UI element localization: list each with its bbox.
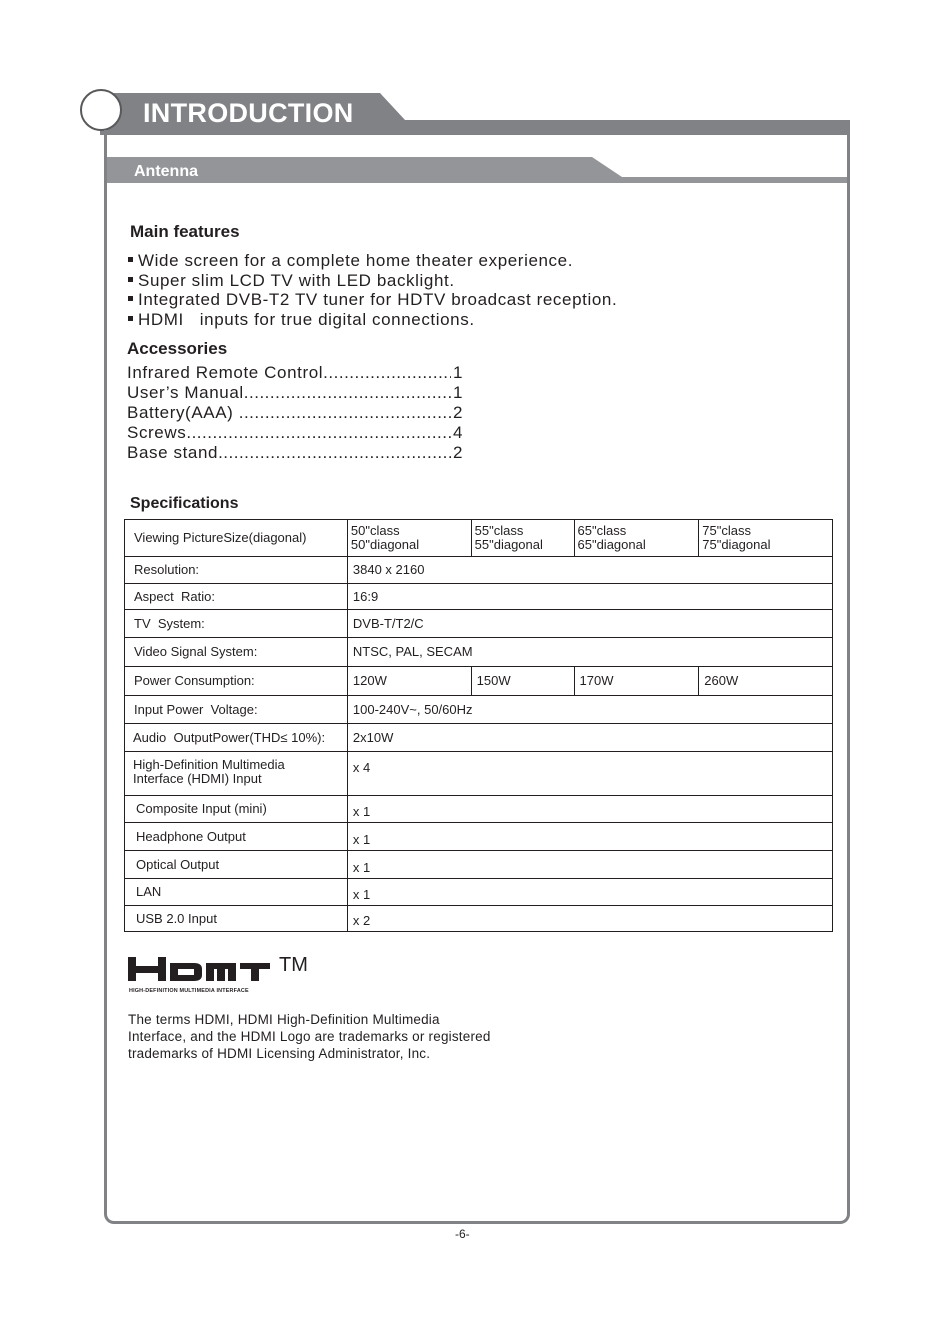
spec-value: x 1 [347,796,832,823]
spec-value: 260W [699,667,833,696]
feature-item [128,251,573,271]
spec-label: Resolution: [125,557,348,584]
table-row [125,520,833,557]
spec-label [125,752,348,796]
legal-line: The terms HDMI, HDMI High-Definition Multimedia [128,1012,440,1027]
hdmi-label-line: Interface (HDMI) Input [133,771,262,786]
feature-item [128,290,617,310]
size-diagonal: 55"diagonal [474,537,543,552]
legal-line: trademarks of HDMI Licensing Administrator, Inc. [128,1046,431,1061]
bullet-icon [128,257,133,262]
table-row [125,851,833,879]
spec-label: Power Consumption: [125,667,348,696]
spec-label: Aspect Ratio: [125,584,348,610]
accessory-name: Base stand [127,443,219,462]
table-row [125,638,833,667]
spec-value: x 4 [347,752,832,796]
header-circle-icon [80,89,122,131]
size-diagonal: 65"diagonal [577,537,646,552]
table-row [125,823,833,851]
feature-item [128,271,455,291]
spec-value: x 1 [347,879,832,906]
spec-value: 170W [574,667,699,696]
size-class: 55"class [474,523,524,538]
spec-label: Optical Output [125,851,348,879]
accessory-name: Battery(AAA) [127,403,239,422]
spec-value: x 2 [347,906,832,932]
size-class: 65"class [577,523,627,538]
spec-value: DVB-T/T2/C [347,610,832,638]
spec-label: Viewing PictureSize(diagonal) [125,520,348,557]
bullet-icon [128,277,133,282]
leader-dots [186,423,451,443]
spec-value: NTSC, PAL, SECAM [347,638,832,667]
table-row [125,557,833,584]
accessory-item [127,363,463,383]
accessory-item [127,443,463,463]
table-row [125,724,833,752]
hdmi-label-line: High-Definition Multimedia [133,757,285,772]
spec-label: Input Power Voltage: [125,696,348,724]
feature-text: HDMI inputs for true digital connections. [138,310,475,329]
spec-label: TV System: [125,610,348,638]
page-title: INTRODUCTION [143,98,354,128]
table-row [125,906,833,932]
spec-label: Audio OutputPower(THD≤ 10%): [125,724,348,752]
accessory-name: Infrared Remote Control [127,363,324,382]
spec-value: 2x10W [347,724,832,752]
leader-dots [239,403,451,423]
spec-value [471,520,574,557]
size-diagonal: 50"diagonal [350,537,420,552]
table-row [125,610,833,638]
spec-value: x 1 [347,851,832,879]
subheader-banner [107,157,847,183]
spec-value: 120W [347,667,471,696]
specifications-heading: Specifications [130,495,239,512]
table-row [125,796,833,823]
size-class: 50"class [350,523,400,538]
feature-text: Integrated DVB-T2 TV tuner for HDTV broadcast reception. [138,290,618,309]
accessory-qty: 1 [452,383,463,402]
size-class: 75"class [702,523,751,538]
spec-value: x 1 [347,823,832,851]
leader-dots [323,363,451,383]
feature-item [128,310,475,330]
spec-label: Video Signal System: [125,638,348,667]
accessory-qty: 2 [452,443,463,462]
bullet-icon [128,316,133,321]
section-subtitle: Antenna [134,163,198,180]
spec-value [574,520,699,557]
accessory-item [127,383,463,403]
size-diagonal: 75"diagonal [702,537,771,552]
spec-value [699,520,833,557]
table-row [125,752,833,796]
leader-dots [218,443,451,463]
legal-line: Interface, and the HDMI Logo are trademarks or registered [128,1029,491,1044]
trademark-symbol: TM [279,954,308,976]
spec-value: 100-240V~, 50/60Hz [347,696,832,724]
accessory-qty: 1 [452,363,463,382]
spec-value: 16:9 [347,584,832,610]
leader-dots [244,383,451,403]
spec-value [347,520,471,557]
feature-text: Super slim LCD TV with LED backlight. [138,271,455,290]
accessory-item [127,423,463,443]
feature-text: Wide screen for a complete home theater experience. [138,251,574,270]
main-features-heading: Main features [130,222,240,241]
table-row [125,584,833,610]
hdmi-logo-icon [128,955,270,983]
bullet-icon [128,296,133,301]
table-row [125,879,833,906]
accessory-name: Screws [127,423,187,442]
accessory-qty: 2 [452,403,463,422]
accessories-heading: Accessories [127,339,228,358]
accessory-qty: 4 [452,423,463,442]
spec-label: Composite Input (mini) [125,796,348,823]
spec-label: LAN [125,879,348,906]
table-row [125,667,833,696]
spec-value: 150W [471,667,574,696]
accessory-name: User’s Manual [127,383,244,402]
spec-value: 3840 x 2160 [347,557,832,584]
page-number: -6- [455,1227,470,1241]
table-row [125,696,833,724]
accessory-item [127,403,463,423]
spec-label: USB 2.0 Input [125,906,348,932]
specifications-table [124,519,833,932]
hdmi-logo-caption: HIGH-DEFINITION MULTIMEDIA INTERFACE [129,988,249,994]
spec-label: Headphone Output [125,823,348,851]
